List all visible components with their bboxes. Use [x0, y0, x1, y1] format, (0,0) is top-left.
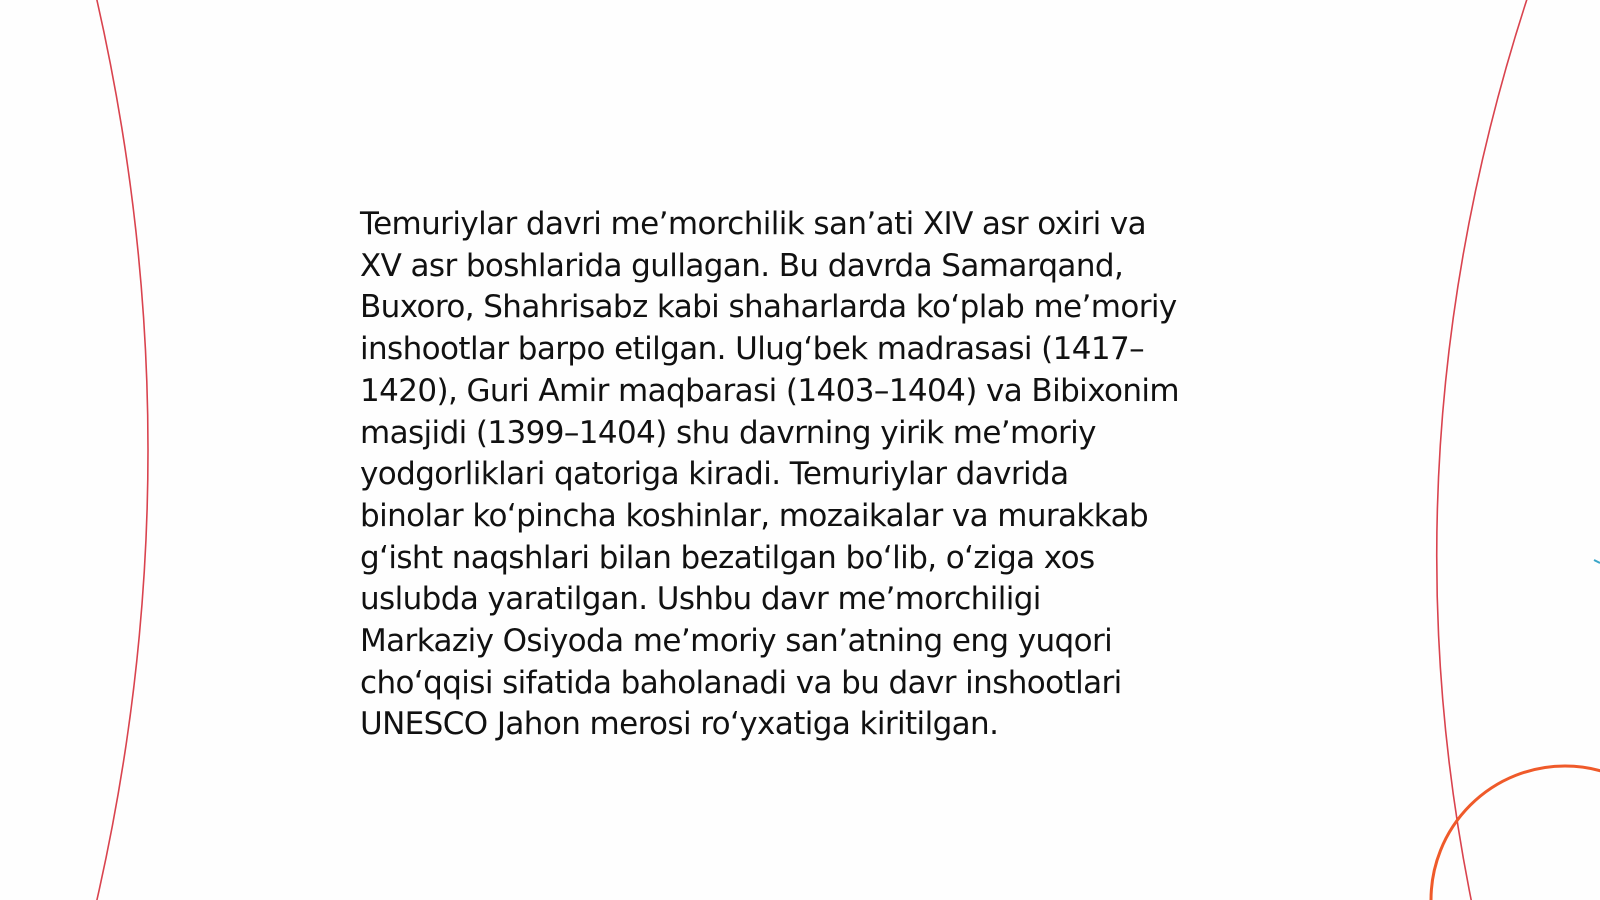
- paragraph-line: UNESCO Jahon merosi roʻyxatiga kiritilgan.: [360, 706, 999, 743]
- accent-tick-mark: [1594, 560, 1600, 563]
- paragraph-line: binolar koʻpincha koshinlar, mozaikalar va murakkab: [360, 497, 1149, 534]
- left-curve-line: [96, 0, 148, 900]
- paragraph-line: Buxoro, Shahrisabz kabi shaharlarda koʻplab me’moriy: [360, 289, 1177, 326]
- paragraph-line: Markaziy Osiyoda me’moriy san’atning eng yuqori: [360, 623, 1113, 660]
- accent-circle-arc: [1431, 766, 1600, 900]
- paragraph-line: Temuriylar davri me’morchilik san’ati XIV asr oxiri va: [360, 206, 1146, 242]
- paragraph-line: 1420), Guri Amir maqbarasi (1403–1404) va Bibixonim: [360, 372, 1180, 409]
- body-paragraph: [360, 204, 1260, 746]
- paragraph-line: masjidi (1399–1404) shu davrning yirik me’moriy: [360, 414, 1096, 451]
- paragraph-line: inshootlar barpo etilgan. Ulugʻbek madrasasi (1417–: [360, 331, 1145, 368]
- right-curve-line: [1437, 0, 1528, 900]
- paragraph-line: XV asr boshlarida gullagan. Bu davrda Samarqand,: [360, 247, 1124, 284]
- paragraph-line: choʻqqisi sifatida baholanadi va bu davr inshootlari: [360, 664, 1122, 701]
- paragraph-line: uslubda yaratilgan. Ushbu davr me’morchiligi: [360, 581, 1041, 618]
- paragraph-line: gʻisht naqshlari bilan bezatilgan boʻlib, oʻziga xos: [360, 539, 1095, 576]
- paragraph-line: yodgorliklari qatoriga kiradi. Temuriylar davrida: [360, 456, 1069, 493]
